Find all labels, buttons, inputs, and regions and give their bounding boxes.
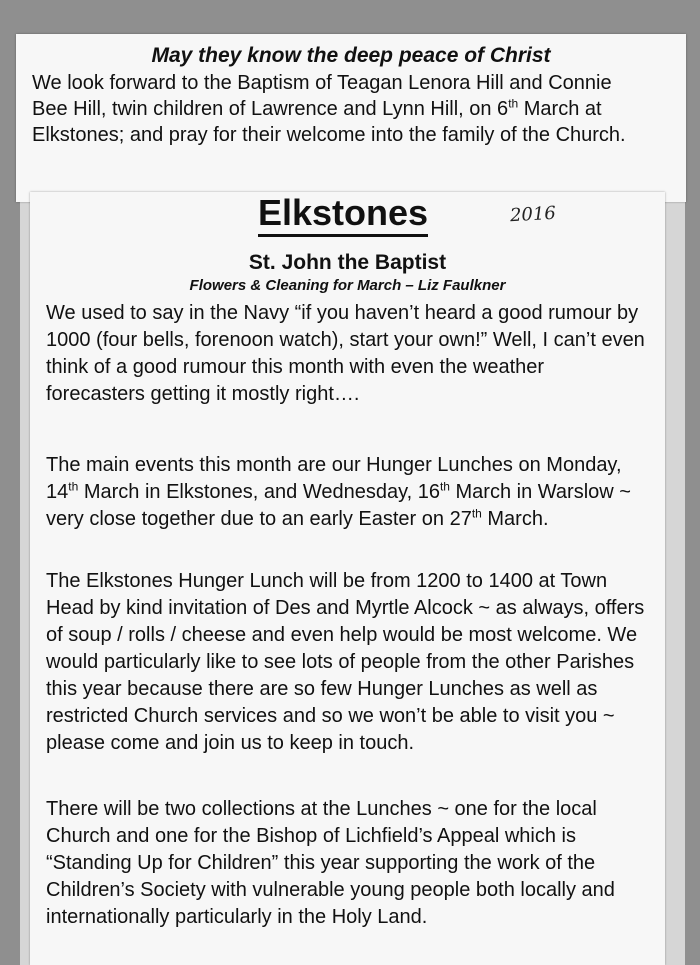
ordinal-suffix: th [439, 479, 450, 494]
p2-part-b: March in Elkstones, and Wednesday, 16 [78, 481, 440, 503]
baptism-text-part2: March at Elkstones; and pray for their welcome into the family of the Church. [32, 98, 626, 146]
p2-part-c: March in Warslow ~ very close together due to an early Easter on 27 [46, 481, 631, 530]
p2-part-d: March. [481, 508, 549, 530]
ordinal-suffix: th [471, 506, 482, 521]
article-title [8, 192, 678, 234]
baptism-text-part1: We look forward to the Baptism of Teagan Lenora Hill and Connie Bee Hill, twin children of Lawrence and Lynn Hill, on 6 [32, 72, 612, 120]
ordinal-suffix: th [508, 96, 519, 111]
paragraph-collections: There will be two collections at the Lunches ~ one for the local Church and one for the Bishop of Lichfield’s Appeal which is “Standing Up for Children” this year supporting the work of the Children’s Society with vulnerable young people both locally and internationally particularly in the Holy Land. [46, 798, 615, 928]
article-title-text: Elkstones [258, 192, 428, 237]
handwritten-year: 2016 [509, 202, 557, 227]
flowers-cleaning-note: Flowers & Cleaning for March – Liz Faulkner [189, 277, 506, 294]
paragraph-navy-rumour: We used to say in the Navy “if you haven’t heard a good rumour by 1000 (four bells, forenoon watch), start your own!” Well, I can’t even think of a good rumour this month with even the weather forecasters getting it mostly right…. [46, 302, 645, 405]
paragraph-main-events [46, 452, 646, 533]
church-name: St. John the Baptist [248, 251, 447, 274]
baptism-heading: May they know the deep peace of Christ [151, 44, 551, 67]
baptism-text [32, 70, 652, 148]
ordinal-suffix: th [68, 479, 79, 494]
p2-part-a: The main events this month are our Hunger Lunches on Monday, 14 [46, 454, 622, 503]
paragraph-hunger-lunch: The Elkstones Hunger Lunch will be from 1200 to 1400 at Town Head by kind invitation of Des and Myrtle Alcock ~ as always, offers of soup / rolls / cheese and even help would be most welcome. We would particularly like to see lots of people from the other Parishes this year because there are so few Hunger Lunches as well as restricted Church services and so we won’t be able to visit you ~ please come and join us to keep in touch. [46, 570, 645, 754]
